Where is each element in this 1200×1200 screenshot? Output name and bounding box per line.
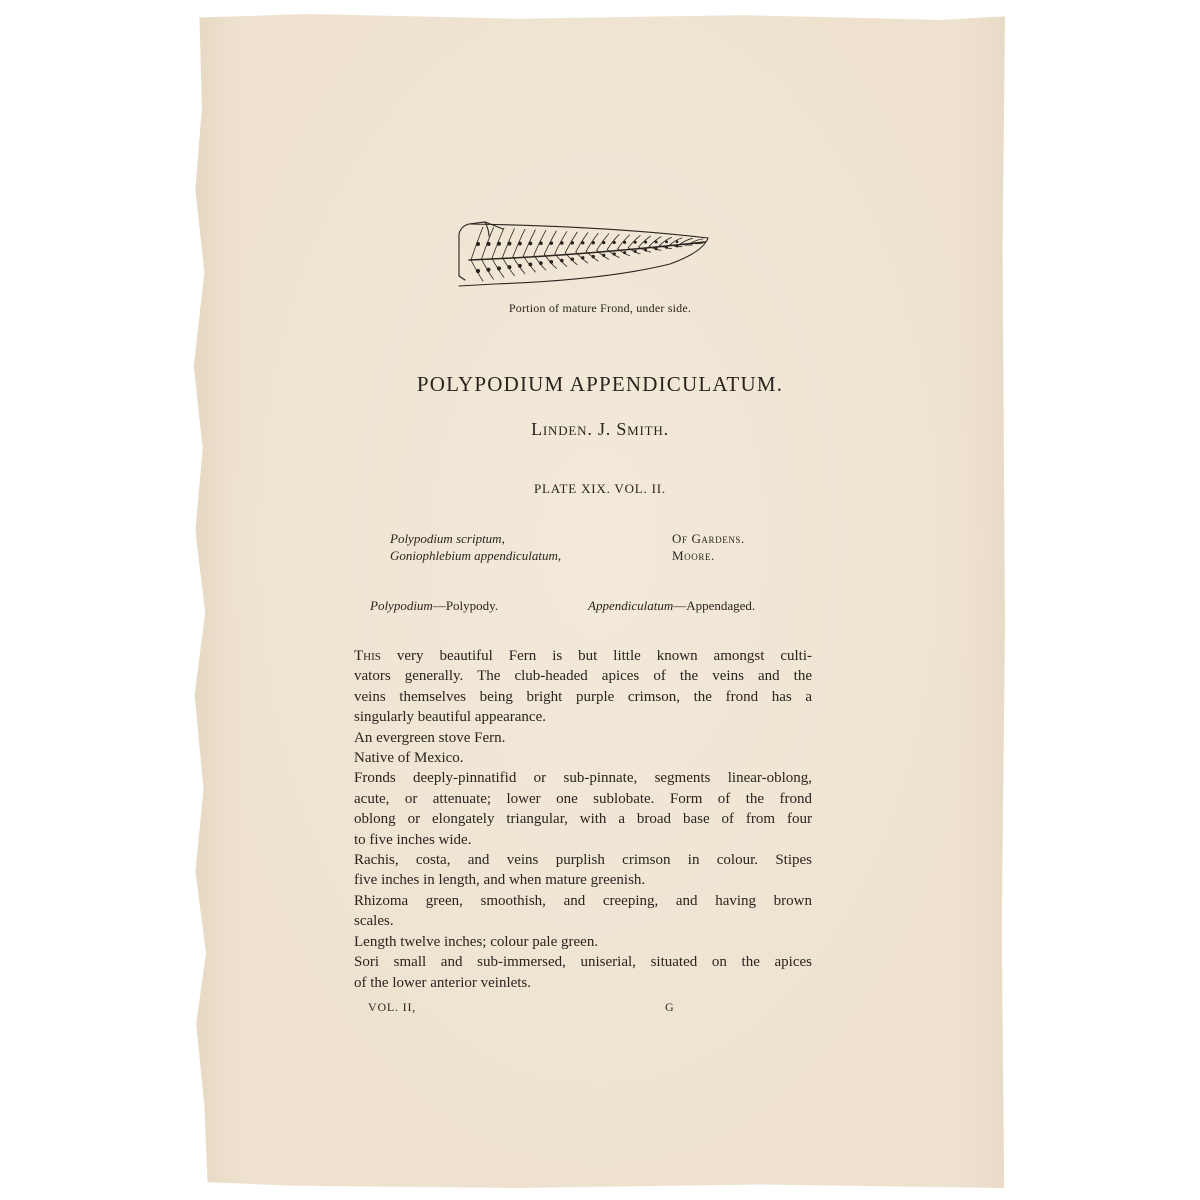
body-line: acute, or attenuate; lower one sublobate. Form of the frond <box>354 790 812 807</box>
body-line: to five inches wide. <box>354 831 472 848</box>
body-line: Native of Mexico. <box>354 750 464 767</box>
etymology-genus-meaning: —Polypody. <box>432 598 499 613</box>
body-line: scales. <box>354 913 394 930</box>
synonym-authority: Moore. <box>672 548 715 563</box>
figure-caption: Portion of mature Frond, under side. <box>508 301 692 315</box>
body-line: Rachis, costa, and veins purplish crimson in colour. Stipes <box>354 852 812 869</box>
species-title: POLYPODIUM APPENDICULATUM. <box>416 372 784 396</box>
body-line: An evergreen stove Fern. <box>354 729 506 746</box>
etymology-genus <box>370 598 498 614</box>
synonym-name: Goniophlebium appendiculatum, <box>390 548 562 563</box>
etymology-species <box>588 598 755 614</box>
body-line <box>354 646 812 666</box>
footer-volume: VOL. II, <box>368 1000 417 1014</box>
body-line: Length twelve inches; colour pale green. <box>354 933 599 950</box>
etymology-genus-term: Polypodium <box>370 598 433 613</box>
body-line: five inches in length, and when mature greenish. <box>354 872 646 889</box>
body-line: vators generally. The club-headed apices of the veins and the <box>354 668 812 685</box>
plate-reference: PLATE XIX. VOL. II. <box>534 481 666 496</box>
species-authors: Linden. J. Smith. <box>531 419 669 439</box>
etymology-species-term: Appendiculatum <box>588 598 674 613</box>
description-body <box>354 646 812 993</box>
frond-illustration <box>455 212 715 294</box>
drop-word: This <box>354 648 381 664</box>
body-line: Rhizoma green, smoothish, and creeping, and having brown <box>354 892 812 909</box>
body-line: veins themselves being bright purple crimson, the frond has a <box>354 688 812 705</box>
body-line: singularly beautiful appearance. <box>354 709 546 726</box>
body-line: Sori small and sub-immersed, uniserial, situated on the apices <box>354 954 812 971</box>
synonym-name: Polypodium scriptum, <box>390 531 505 546</box>
synonym-authority: Of Gardens. <box>672 531 745 546</box>
body-line: Fronds deeply-pinnatifid or sub-pinnate, segments linear-oblong, <box>354 770 812 787</box>
etymology-species-meaning: —Appendaged. <box>673 598 756 613</box>
body-line-text: very beautiful Fern is but little known amongst culti- <box>380 648 812 664</box>
body-line: oblong or elongately triangular, with a broad base of from four <box>354 811 812 828</box>
body-line: of the lower anterior veinlets. <box>354 974 532 991</box>
footer-signature-mark: G <box>665 1000 674 1014</box>
